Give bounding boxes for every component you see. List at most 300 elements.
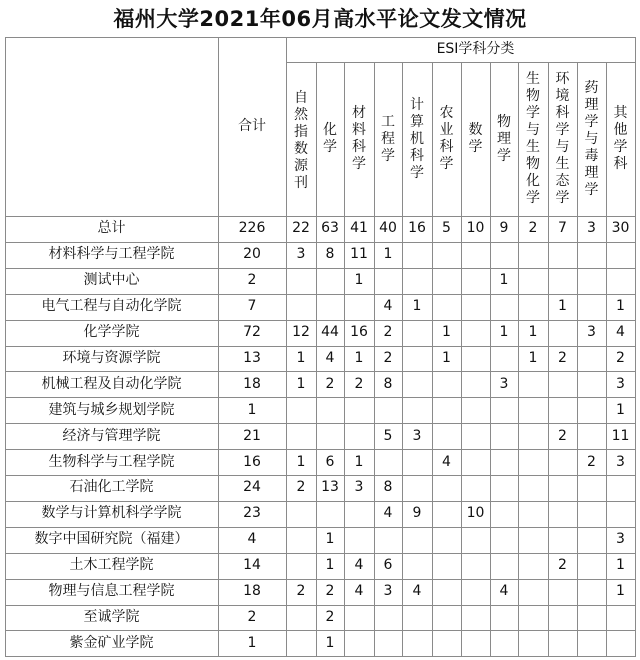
header-char: 学 bbox=[410, 164, 424, 181]
table-cell bbox=[548, 527, 577, 553]
table-cell bbox=[402, 449, 432, 475]
table-cell bbox=[286, 423, 316, 449]
table-cell bbox=[577, 242, 606, 268]
table-cell bbox=[286, 268, 316, 294]
table-cell bbox=[286, 605, 316, 631]
table-cell: 1 bbox=[296, 453, 306, 470]
table-cell: 4 bbox=[354, 557, 364, 574]
table-cell bbox=[432, 475, 461, 501]
table-cell: 1 bbox=[296, 375, 306, 392]
table-cell bbox=[374, 630, 402, 656]
table-cell: 2 bbox=[558, 427, 567, 444]
header-char: 料 bbox=[352, 122, 366, 138]
header-char: 机 bbox=[410, 130, 424, 147]
table-cell bbox=[606, 630, 635, 656]
table-cell bbox=[577, 630, 606, 656]
table-cell: 3 bbox=[499, 375, 509, 392]
table-cell bbox=[577, 346, 606, 372]
header-char: 学 bbox=[497, 147, 511, 164]
table-cell: 23 bbox=[243, 505, 261, 522]
table-cell bbox=[577, 475, 606, 501]
table-cell: 1 bbox=[499, 272, 509, 289]
table-cell bbox=[577, 397, 606, 423]
table-cell: 1 bbox=[325, 557, 335, 574]
table-cell bbox=[518, 553, 548, 579]
table-cell bbox=[344, 527, 374, 553]
table-cell bbox=[344, 501, 374, 527]
table-cell: 1 bbox=[247, 634, 257, 651]
header-char: 物 bbox=[497, 113, 511, 130]
table-cell bbox=[548, 449, 577, 475]
table-cell bbox=[374, 268, 402, 294]
header-char: 与 bbox=[555, 139, 570, 155]
header-char: 毒 bbox=[584, 147, 599, 164]
table-cell bbox=[402, 527, 432, 553]
table-row-name: 生物科学与工程学院 bbox=[48, 453, 175, 470]
table-cell bbox=[461, 423, 490, 449]
table-cell bbox=[518, 449, 548, 475]
table-cell: 4 bbox=[442, 453, 451, 470]
totals-value: 226 bbox=[238, 220, 266, 237]
header-char: 学 bbox=[555, 122, 570, 138]
row-divider bbox=[5, 656, 635, 657]
table-cell bbox=[316, 501, 344, 527]
table-cell bbox=[461, 268, 490, 294]
header-char: 理 bbox=[584, 96, 599, 113]
table-cell bbox=[344, 605, 374, 631]
table-cell bbox=[548, 501, 577, 527]
table-cell: 1 bbox=[528, 324, 538, 341]
header-char: 科 bbox=[410, 147, 424, 164]
table-cell bbox=[518, 630, 548, 656]
table-cell bbox=[606, 475, 635, 501]
table-row-name: 测试中心 bbox=[83, 272, 140, 289]
totals-value: 9 bbox=[499, 220, 509, 237]
table-cell: 72 bbox=[243, 324, 261, 341]
header-char: 科 bbox=[613, 156, 628, 172]
table-cell: 2 bbox=[296, 583, 306, 600]
header-char: 材 bbox=[352, 105, 366, 121]
table-cell: 6 bbox=[383, 557, 393, 574]
header-char: 学 bbox=[613, 139, 628, 155]
table-cell bbox=[432, 423, 461, 449]
table-cell: 20 bbox=[243, 246, 261, 263]
table-cell bbox=[432, 553, 461, 579]
table-cell bbox=[490, 553, 518, 579]
table-cell: 1 bbox=[442, 349, 451, 366]
table-cell: 3 bbox=[383, 583, 393, 600]
header-char: 学 bbox=[323, 139, 337, 155]
table-cell: 12 bbox=[292, 324, 310, 341]
table-cell: 1 bbox=[616, 401, 625, 418]
table-cell: 1 bbox=[354, 272, 364, 289]
table-cell bbox=[577, 605, 606, 631]
table-cell bbox=[432, 268, 461, 294]
table-row-name: 电气工程与自动化学院 bbox=[41, 298, 182, 315]
header-char: 科 bbox=[352, 139, 366, 155]
table-cell bbox=[316, 397, 344, 423]
table-cell: 13 bbox=[243, 349, 261, 366]
table-cell bbox=[344, 397, 374, 423]
table-cell bbox=[461, 630, 490, 656]
table-cell bbox=[548, 397, 577, 423]
table-cell bbox=[432, 294, 461, 320]
table-cell bbox=[316, 423, 344, 449]
totals-value: 30 bbox=[611, 220, 630, 237]
header-char: 数 bbox=[468, 122, 483, 138]
header-char: 与 bbox=[526, 122, 540, 138]
table-cell: 14 bbox=[243, 557, 261, 574]
table-cell bbox=[577, 268, 606, 294]
header-char: 与 bbox=[584, 130, 599, 147]
header-char: 学 bbox=[526, 190, 540, 206]
table-cell bbox=[490, 423, 518, 449]
table-cell bbox=[461, 553, 490, 579]
table-cell: 2 bbox=[247, 608, 257, 625]
header-char: 科 bbox=[439, 139, 454, 155]
totals-value: 63 bbox=[321, 220, 339, 237]
table-cell bbox=[518, 475, 548, 501]
table-cell: 2 bbox=[383, 324, 393, 341]
table-cell: 13 bbox=[321, 479, 339, 496]
table-cell bbox=[402, 630, 432, 656]
table-cell bbox=[461, 346, 490, 372]
table-cell bbox=[518, 242, 548, 268]
header-char: 数 bbox=[294, 140, 308, 157]
table-cell bbox=[518, 397, 548, 423]
table-cell bbox=[286, 397, 316, 423]
table-cell bbox=[344, 630, 374, 656]
table-cell bbox=[490, 501, 518, 527]
table-cell: 10 bbox=[466, 505, 485, 522]
totals-value: 3 bbox=[587, 220, 596, 237]
table-cell: 3 bbox=[296, 246, 306, 263]
table-cell: 8 bbox=[383, 479, 393, 496]
table-cell bbox=[461, 475, 490, 501]
table-cell bbox=[374, 397, 402, 423]
table-cell bbox=[286, 630, 316, 656]
table-cell bbox=[374, 527, 402, 553]
table-cell: 2 bbox=[587, 453, 596, 470]
table-cell: 3 bbox=[616, 453, 625, 470]
header-char: 学 bbox=[439, 156, 454, 172]
table-cell: 11 bbox=[350, 246, 368, 263]
table-row-name: 材料科学与工程学院 bbox=[48, 246, 175, 263]
totals-value: 16 bbox=[408, 220, 426, 237]
table-cell bbox=[490, 294, 518, 320]
table-cell bbox=[490, 605, 518, 631]
header-char: 理 bbox=[497, 130, 511, 147]
table-cell bbox=[548, 475, 577, 501]
table-row-name: 至诚学院 bbox=[83, 608, 140, 625]
table-cell: 1 bbox=[616, 298, 625, 315]
table-cell: 2 bbox=[296, 479, 306, 496]
table-cell bbox=[606, 242, 635, 268]
header-char: 农 bbox=[439, 105, 454, 121]
header-char: 其 bbox=[613, 105, 628, 121]
table-cell bbox=[548, 242, 577, 268]
table-cell: 18 bbox=[243, 375, 261, 392]
header-esi-subject bbox=[548, 62, 577, 216]
table-cell bbox=[432, 605, 461, 631]
table-row-name: 土木工程学院 bbox=[69, 557, 154, 574]
header-natural-index bbox=[286, 65, 316, 216]
table-cell bbox=[344, 423, 374, 449]
table-cell: 2 bbox=[558, 349, 567, 366]
table-cell bbox=[548, 605, 577, 631]
table-row-name: 物理与信息工程学院 bbox=[48, 583, 175, 600]
table-cell bbox=[518, 527, 548, 553]
table-cell bbox=[548, 268, 577, 294]
table-cell: 4 bbox=[383, 298, 393, 315]
totals-value: 2 bbox=[528, 220, 538, 237]
header-char: 理 bbox=[584, 164, 599, 181]
totals-value: 5 bbox=[442, 220, 451, 237]
table-cell: 44 bbox=[321, 324, 339, 341]
header-char: 源 bbox=[294, 157, 308, 174]
table-row-name: 环境与资源学院 bbox=[62, 349, 161, 366]
table-cell bbox=[518, 423, 548, 449]
table-cell bbox=[461, 294, 490, 320]
table-cell bbox=[518, 268, 548, 294]
table-cell bbox=[432, 527, 461, 553]
table-cell: 1 bbox=[558, 298, 567, 315]
table-cell bbox=[577, 294, 606, 320]
table-cell bbox=[577, 371, 606, 397]
table-cell: 8 bbox=[383, 375, 393, 392]
table-cell: 2 bbox=[325, 375, 335, 392]
table-cell bbox=[490, 449, 518, 475]
table-cell bbox=[577, 553, 606, 579]
table-row-name: 数字中国研究院（福建） bbox=[34, 531, 189, 548]
header-esi-subject bbox=[490, 62, 518, 216]
table-cell bbox=[490, 475, 518, 501]
table-cell: 1 bbox=[354, 453, 364, 470]
table-cell bbox=[402, 553, 432, 579]
table-cell: 4 bbox=[616, 324, 625, 341]
totals-value: 41 bbox=[350, 220, 368, 237]
table-cell: 9 bbox=[412, 505, 422, 522]
table-cell bbox=[606, 268, 635, 294]
header-char: 科 bbox=[555, 105, 570, 121]
table-cell bbox=[577, 579, 606, 605]
header-esi-subject bbox=[316, 62, 344, 216]
header-char: 学 bbox=[381, 147, 395, 164]
header-esi-subject bbox=[461, 62, 490, 216]
table-cell bbox=[490, 527, 518, 553]
table-cell: 11 bbox=[611, 427, 630, 444]
table-cell bbox=[402, 605, 432, 631]
table-cell: 4 bbox=[412, 583, 422, 600]
table-cell bbox=[490, 346, 518, 372]
header-char: 学 bbox=[352, 156, 366, 172]
header-char: 算 bbox=[410, 113, 424, 130]
header-corner bbox=[5, 37, 218, 216]
table-cell bbox=[402, 268, 432, 294]
table-cell bbox=[432, 242, 461, 268]
table-cell bbox=[461, 320, 490, 346]
table-row-name: 机械工程及自动化学院 bbox=[41, 375, 182, 392]
table-cell bbox=[577, 423, 606, 449]
totals-value: 22 bbox=[292, 220, 310, 237]
table-cell: 16 bbox=[350, 324, 368, 341]
table-cell bbox=[316, 268, 344, 294]
table-cell: 3 bbox=[587, 324, 596, 341]
table-cell: 1 bbox=[616, 557, 625, 574]
table-cell: 2 bbox=[354, 375, 364, 392]
column-divider bbox=[635, 37, 636, 657]
table-cell: 18 bbox=[243, 583, 261, 600]
header-esi-subject bbox=[344, 62, 374, 216]
table-cell bbox=[432, 579, 461, 605]
header-char: 指 bbox=[294, 123, 308, 140]
table-cell: 1 bbox=[354, 349, 364, 366]
table-cell bbox=[432, 630, 461, 656]
header-char: 学 bbox=[555, 190, 570, 206]
totals-value: 7 bbox=[558, 220, 567, 237]
table-cell: 1 bbox=[412, 298, 422, 315]
header-char: 学 bbox=[584, 113, 599, 130]
table-cell: 1 bbox=[296, 349, 306, 366]
table-cell bbox=[344, 294, 374, 320]
header-char: 生 bbox=[555, 156, 570, 172]
table-cell: 1 bbox=[616, 583, 625, 600]
table-cell: 4 bbox=[354, 583, 364, 600]
table-cell bbox=[286, 553, 316, 579]
table-cell: 3 bbox=[616, 531, 625, 548]
table-cell bbox=[518, 605, 548, 631]
header-esi-subject bbox=[577, 62, 606, 216]
table-row-name: 化学学院 bbox=[83, 324, 140, 341]
totals-label: 总计 bbox=[97, 220, 126, 237]
header-char: 业 bbox=[439, 122, 454, 138]
header-char: 境 bbox=[555, 88, 570, 104]
table-cell: 1 bbox=[325, 531, 335, 548]
table-cell bbox=[490, 630, 518, 656]
header-char: 自 bbox=[294, 89, 308, 106]
table-cell: 1 bbox=[383, 246, 393, 263]
table-cell: 1 bbox=[325, 634, 335, 651]
totals-value: 10 bbox=[466, 220, 485, 237]
totals-value: 40 bbox=[379, 220, 397, 237]
table-cell bbox=[577, 501, 606, 527]
table-cell bbox=[518, 501, 548, 527]
table-cell bbox=[461, 527, 490, 553]
header-esi-subject bbox=[402, 62, 432, 216]
table-cell bbox=[286, 294, 316, 320]
table-cell bbox=[286, 527, 316, 553]
table-cell bbox=[548, 371, 577, 397]
table-cell bbox=[402, 242, 432, 268]
table-cell bbox=[548, 630, 577, 656]
table-row-name: 数学与计算机科学学院 bbox=[41, 505, 182, 522]
table-row-name: 紫金矿业学院 bbox=[69, 634, 154, 651]
table-cell bbox=[461, 579, 490, 605]
table-cell: 1 bbox=[247, 401, 257, 418]
header-char: 环 bbox=[555, 71, 570, 87]
header-esi-subject bbox=[374, 62, 402, 216]
table-cell bbox=[402, 397, 432, 423]
header-char: 然 bbox=[294, 106, 308, 123]
table-cell bbox=[402, 475, 432, 501]
table-cell bbox=[461, 371, 490, 397]
table-cell bbox=[432, 371, 461, 397]
header-char: 计 bbox=[410, 96, 424, 113]
table-cell: 4 bbox=[383, 505, 393, 522]
table-cell bbox=[402, 371, 432, 397]
table-cell: 2 bbox=[616, 349, 625, 366]
header-char: 学 bbox=[468, 139, 483, 155]
header-char: 刊 bbox=[294, 174, 308, 191]
table-cell: 3 bbox=[354, 479, 364, 496]
header-esi-subject bbox=[518, 62, 548, 216]
table-cell: 2 bbox=[558, 557, 567, 574]
table-cell: 7 bbox=[247, 298, 257, 315]
table-cell bbox=[490, 397, 518, 423]
header-char: 态 bbox=[555, 173, 570, 189]
table-cell bbox=[461, 449, 490, 475]
table-cell: 2 bbox=[247, 272, 257, 289]
header-char: 生 bbox=[526, 139, 540, 155]
header-char: 化 bbox=[526, 173, 540, 189]
table-cell bbox=[402, 346, 432, 372]
table-cell: 6 bbox=[325, 453, 335, 470]
table-cell: 1 bbox=[499, 324, 509, 341]
table-cell: 2 bbox=[325, 583, 335, 600]
table-cell: 3 bbox=[616, 375, 625, 392]
table-cell bbox=[402, 320, 432, 346]
table-cell bbox=[548, 579, 577, 605]
table-cell: 4 bbox=[247, 531, 257, 548]
header-char: 学 bbox=[526, 105, 540, 121]
table-cell: 24 bbox=[243, 479, 261, 496]
table-cell: 8 bbox=[325, 246, 335, 263]
table-cell bbox=[518, 579, 548, 605]
table-cell: 1 bbox=[442, 324, 451, 341]
table-cell: 3 bbox=[412, 427, 422, 444]
table-cell: 5 bbox=[383, 427, 393, 444]
header-char: 学 bbox=[584, 181, 599, 198]
table-cell bbox=[316, 294, 344, 320]
header-total: 合计 bbox=[238, 118, 266, 134]
table-cell bbox=[374, 449, 402, 475]
table-cell: 21 bbox=[243, 427, 261, 444]
table-cell bbox=[461, 397, 490, 423]
table-cell bbox=[606, 605, 635, 631]
table-cell bbox=[518, 294, 548, 320]
header-char: 程 bbox=[381, 130, 395, 147]
table-cell bbox=[374, 605, 402, 631]
header-char: 药 bbox=[584, 79, 599, 96]
header-char: 他 bbox=[613, 122, 628, 138]
header-char: 物 bbox=[526, 156, 540, 172]
table-cell: 4 bbox=[499, 583, 509, 600]
table-cell bbox=[548, 320, 577, 346]
table-row-name: 石油化工学院 bbox=[69, 479, 154, 496]
table-cell: 2 bbox=[383, 349, 393, 366]
table-cell bbox=[606, 501, 635, 527]
table-row-name: 建筑与城乡规划学院 bbox=[48, 401, 175, 418]
table-cell bbox=[518, 371, 548, 397]
table-cell bbox=[432, 501, 461, 527]
table-cell bbox=[577, 527, 606, 553]
table-row-name: 经济与管理学院 bbox=[62, 427, 161, 444]
header-char: 生 bbox=[526, 71, 540, 87]
header-esi-subject bbox=[606, 62, 635, 216]
table-cell: 16 bbox=[243, 453, 261, 470]
table-cell: 1 bbox=[528, 349, 538, 366]
table-cell bbox=[461, 242, 490, 268]
